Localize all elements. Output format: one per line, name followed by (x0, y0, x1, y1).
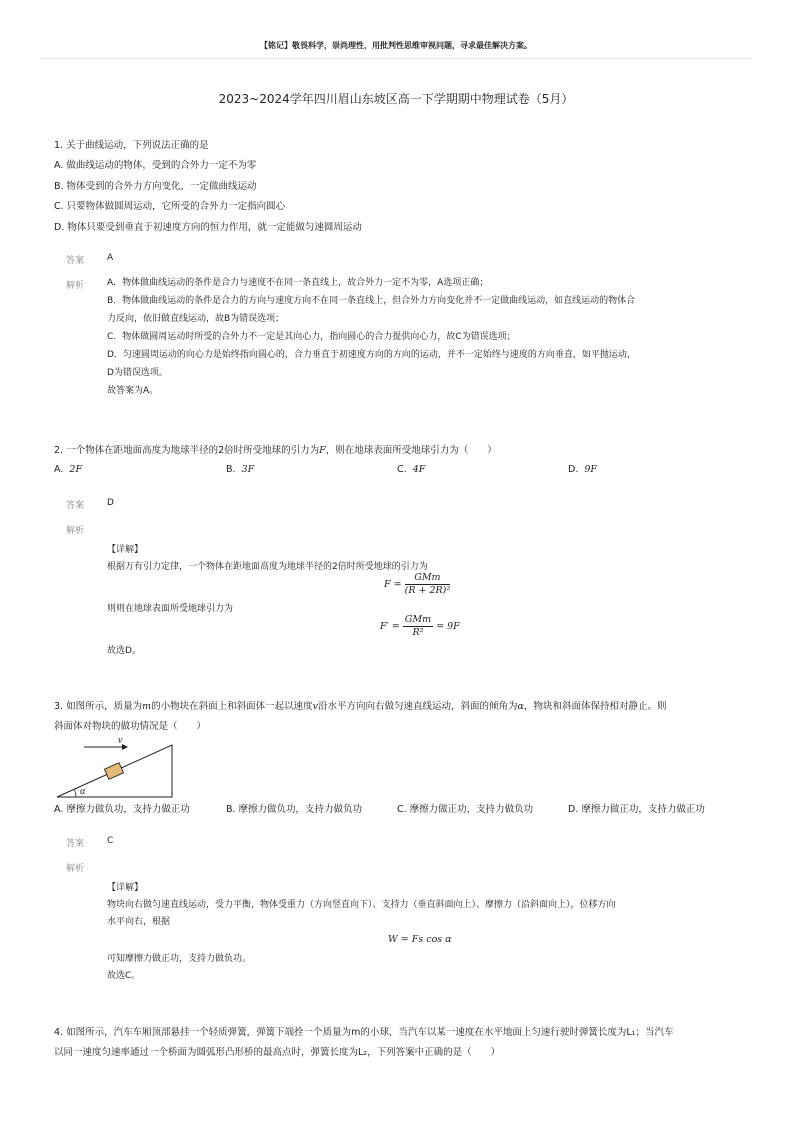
q3-stem: 3. 如图所示，质量为m的小物块在斜面上和斜面体一起以速度v沿水平方向向右做匀速直线运动，斜面的倾角为α，物块和斜面体保持相对静止。则 (54, 701, 667, 712)
q4-stem-line2: 以同一速度匀速率通过一个桥面为圆弧形凸形桥的最高点时，弹簧长度为L₂，下列答案中正确的是（ ） (54, 1047, 501, 1058)
q4-stem: 4. 如图所示，汽车车厢顶部悬挂一个轻质弹簧，弹簧下端拴一个质量为m的小球，当汽车以某一速度在水平地面上匀速行驶时弹簧长度为L₁；当汽车 (54, 1027, 674, 1038)
q1-stem: 1. 关于曲线运动，下列说法正确的是 (54, 140, 209, 151)
q1-analysis-line: D为错误选项。 (107, 368, 168, 378)
q2-option-d: D. 9F (568, 464, 598, 475)
q1-analysis-label: 解析 (66, 281, 85, 291)
q2-analysis-line: 则则在地球表面所受地球引力为 (107, 604, 234, 614)
incline-diagram (54, 733, 179, 799)
q3-analysis-label: 解析 (66, 864, 85, 874)
q3-detail-heading: 【详解】 (107, 883, 144, 893)
q1-analysis (107, 274, 636, 400)
q3-option-a: A. 摩擦力做负功，支持力做正功 (54, 804, 190, 815)
q2-answer-value: D (107, 498, 114, 508)
q1-option-d: D. 物体只要受到垂直于初速度方向的恒力作用，就一定能做匀速圆周运动 (54, 222, 362, 233)
header-divider (40, 58, 752, 59)
angle-arc (75, 790, 76, 797)
page-title: 2023~2024学年四川眉山东坡区高一下学期期中物理试卷（5月） (218, 92, 574, 106)
q1-analysis-line: 故答案为A。 (107, 386, 159, 396)
q3-conclusion: 故选C。 (107, 971, 141, 981)
q2-stem-text: ，则在地球表面所受地球引力为（ ） (325, 445, 497, 456)
q3-formula: W = Fs cos α (388, 934, 452, 945)
q2-option-a: A. 2F (54, 464, 83, 475)
q2-answer-label: 答案 (66, 501, 85, 511)
q3-stem-line2: 斜面体对物块的做功情况是（ ） (54, 721, 207, 732)
q2-stem (54, 442, 497, 456)
q1-answer-value: A (107, 253, 114, 263)
q1-option-a: A. 做曲线运动的物体，受到的合外力一定不为零 (54, 160, 257, 171)
block (104, 763, 123, 780)
q2-analysis-line: 根据万有引力定律，一个物体在距地面高度为地球半径的2倍时所受地球的引力为 (107, 562, 428, 572)
motto-banner: 【铭记】敬畏科学，崇尚理性，用批判性思维审视问题，寻求最佳解决方案。 (260, 41, 532, 50)
q1-option-c: C. 只要物体做圆周运动，它所受的合外力一定指向圆心 (54, 201, 286, 212)
q3-analysis-line: 可知摩擦力做正功，支持力做负功。 (107, 954, 252, 964)
q1-analysis-line: 力反向，依旧做直线运动，故B为错误选项； (107, 314, 285, 324)
q3-analysis-line: 水平向右，根据 (107, 917, 171, 927)
q2-conclusion: 故选D。 (107, 646, 141, 656)
angle-label: α (80, 786, 86, 797)
q2-analysis-label: 解析 (66, 526, 85, 536)
q1-option-b: B. 物体受到的合外力方向变化，一定做曲线运动 (54, 181, 257, 192)
q2-option-b: B. 3F (226, 464, 255, 475)
q3-option-d: D. 摩擦力做正功，支持力做正功 (568, 804, 705, 815)
q3-option-b: B. 摩擦力做负功，支持力做负功 (226, 804, 363, 815)
q1-answer-label: 答案 (66, 256, 85, 266)
q1-analysis-line: A．物体做曲线运动的条件是合力与速度不在同一条直线上，故合外力一定不为零，A选项正确； (107, 278, 489, 288)
q2-stem-variable: F (319, 445, 326, 456)
q2-stem-text: 2. 一个物体在距地面高度为地球半径的2倍时所受地球的引力为 (54, 445, 320, 456)
q3-option-c: C. 摩擦力做正功，支持力做负功 (397, 804, 534, 815)
velocity-arrowhead (122, 744, 128, 750)
q1-analysis-line: D．匀速圆周运动的向心力是始终指向圆心的，合力垂直于初速度方向的方向的运动，并不一定始终与速度的方向垂直，如平抛运动， (107, 350, 636, 360)
q3-answer-label: 答案 (66, 839, 85, 849)
q2-formula-1: F = $\frac{\text{GMm}}{\text{(R + 2R)²}}$ (384, 572, 451, 596)
q3-analysis-line: 物块向右做匀速直线运动，受力平衡，物体受重力（方向竖直向下）、支持力（垂直斜面向上）、摩擦力（沿斜面向上），位移方向 (107, 900, 616, 910)
q2-option-c: C. 4F (397, 464, 426, 475)
q1-analysis-line: C．物体做圆周运动时所受的合外力不一定是其向心力，指向圆心的合力提供向心力，故C为错误选项； (107, 332, 516, 342)
q1-analysis-line: B．物体做曲线运动的条件是合力的方向与速度方向不在同一条直线上，但合外力方向变化并不一定做曲线运动，如直线运动的物体合 (107, 296, 636, 306)
velocity-label: v (118, 735, 123, 746)
q2-formula-2: F′ = $\frac{\text{GMm}}{\text{R²}}$ = 9F (380, 614, 460, 638)
q3-answer-value: C (107, 836, 114, 846)
q2-detail-heading: 【详解】 (107, 545, 144, 555)
